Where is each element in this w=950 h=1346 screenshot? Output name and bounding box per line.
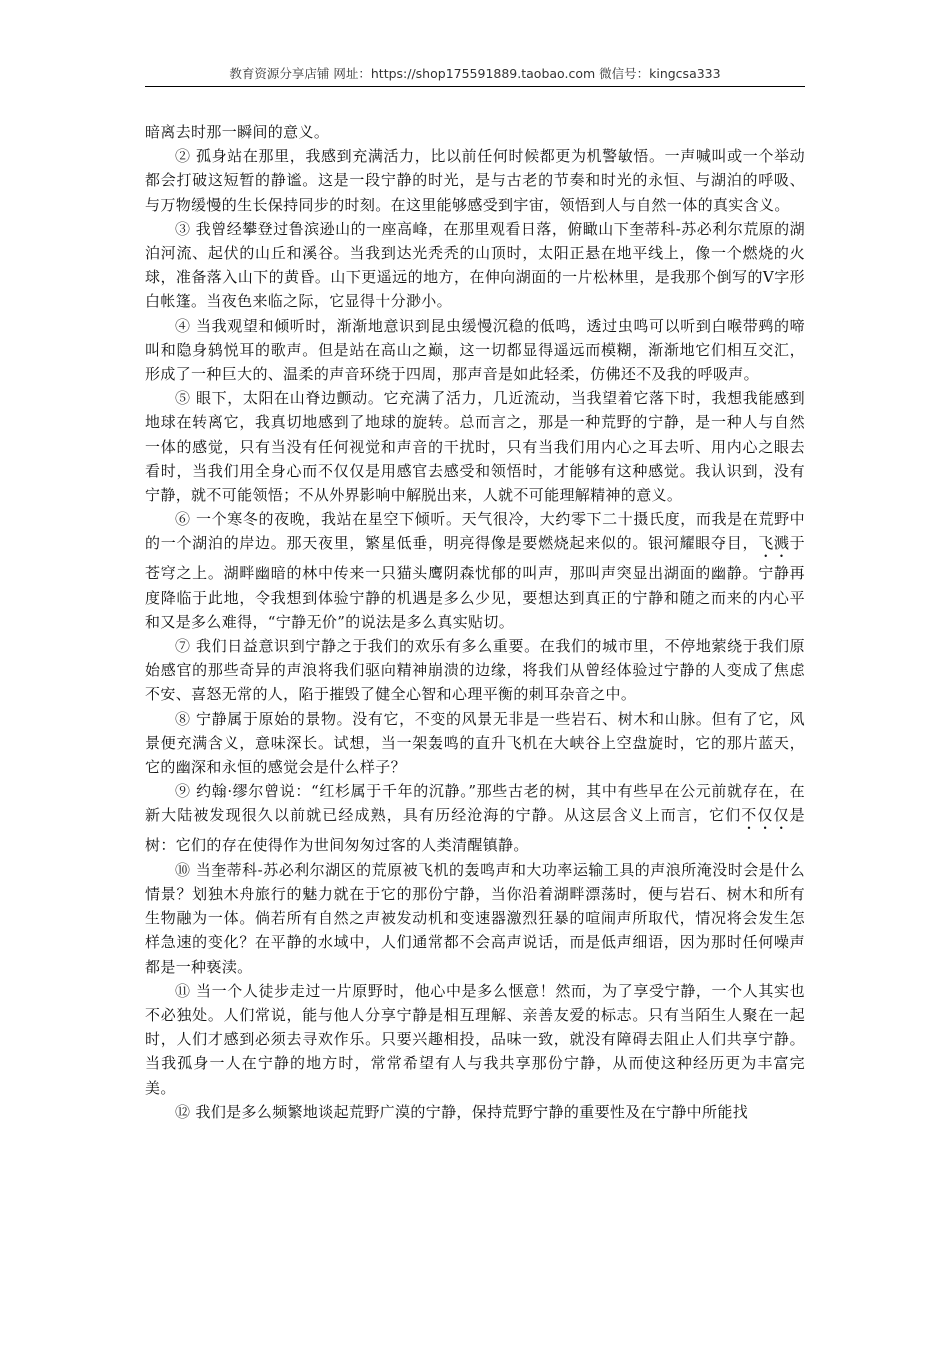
paragraph-9-post: 是树：它们的存在使得作为世间匆匆过客的人类清醒镇静。	[145, 806, 805, 855]
paragraph-9-pre: ⑨ 约翰·缪尔曾说：“红杉属于千年的沉静。”那些古老的树，其中有些早在公元前就存在，在新大陆被发现很久以前就已经成熟，具有历经沧海的宁静。从这层含义上而言，它们	[145, 782, 805, 825]
paragraph-9	[145, 779, 805, 857]
paragraph-4: ④ 当我观望和倾听时，渐渐地意识到昆虫缓慢沉稳的低鸣，透过虫鸣可以听到白喉带鹀的啼叫和隐身鸫悦耳的歌声。但是站在高山之巅，这一切都显得遥远而模糊，渐渐地它们相互交汇，形成了一种巨大的、温柔的声音环绕于四周，那声音是如此轻柔，仿佛还不及我的呼吸声。	[145, 316, 805, 384]
paragraph-6-post: 于苍穹之上。湖畔幽暗的林中传来一只猫头鹰阴森忧郁的叫声，那叫声突显出湖面的幽静。宁静再度降临于此地，令我想到体验宁静的机遇是多么少见，要想达到真正的宁静和随之而来的内心平和又是多么难得，“宁静无价”的说法是多么真实贴切。	[145, 534, 806, 631]
page-header: 教育资源分享店铺 网址：https://shop175591889.taobao.com 微信号：kingcsa333	[145, 64, 805, 87]
paragraph-continued: 暗离去时那一瞬间的意义。	[145, 123, 330, 141]
paragraph-11: ⑪ 当一个人徒步走过一片原野时，他心中是多么惬意！然而，为了享受宁静，一个人其实也不必独处。人们常说，能与他人分享宁静是相互理解、亲善友爱的标志。只有当陌生人聚在一起时，人们才感到必须去寻欢作乐。只要兴趣相投，品味一致，就没有障碍去阻止人们共享宁静。当我孤身一人在宁静的地方时，常常希望有人与我共享那份宁静，从而使这种经历更为丰富完美。	[145, 981, 805, 1097]
paragraph-2: ② 孤身站在那里，我感到充满活力，比以前任何时候都更为机警敏悟。一声喊叫或一个举动都会打破这短暂的静谧。这是一段宁静的时光，是与古老的节奏和时光的永恒、与湖泊的呼吸、与万物缓慢的生长保持同步的时刻。在这里能够感受到宇宙，领悟到人与自然一体的真实含义。	[145, 147, 805, 214]
paragraph-8: ⑧ 宁静属于原始的景物。没有它，不变的风景无非是一些岩石、树木和山脉。但有了它，风景便充满含义，意味深长。试想，当一架轰鸣的直升飞机在大峡谷上空盘旋时，它的那片蓝天，它的幽深和永恒的感觉会是什么样子？	[145, 709, 805, 777]
paragraph-6-pre: ⑥ 一个寒冬的夜晚，我站在星空下倾听。天气很冷，大约零下二十摄氏度，而我是在荒野中的一个湖泊的岸边。那天夜里，繁星低垂，明亮得像是要燃烧起来似的。银河耀眼夺目，	[145, 510, 805, 553]
paragraph-10: ⑩ 当奎蒂科-苏必利尔湖区的荒原被飞机的轰鸣声和大功率运输工具的声浪所淹没时会是什么情景？划独木舟旅行的魅力就在于它的那份宁静，当你沿着湖畔漂荡时，便与岩石、树木和所有生物融为一体。倘若所有自然之声被发动机和变速器激烈狂暴的喧闹声所取代，情况将会发生怎样急速的变化？在平静的水域中，人们通常都不会高声说话，而是低声细语，因为那时任何噪声都是一种亵渎。	[145, 860, 805, 976]
paragraph-6	[145, 507, 805, 634]
emphasized-word-feijian: 飞溅	[758, 534, 790, 553]
paragraph-12: ⑫ 我们是多么频繁地谈起荒野广漠的宁静，保持荒野宁静的重要性及在宁静中所能找	[175, 1102, 749, 1121]
emphasized-word-bujinjin: 不仅仅	[741, 806, 790, 825]
paragraph-7: ⑦ 我们日益意识到宁静之于我们的欢乐有多么重要。在我们的城市里，不停地萦绕于我们原始感官的那些奇异的声浪将我们驱向精神崩溃的边缘，将我们从曾经体验过宁静的人变成了焦虑不安、喜怒无常的人，陷于摧毁了健全心智和心理平衡的刺耳杂音之中。	[145, 637, 805, 704]
paragraph-5: ⑤ 眼下，太阳在山脊边颤动。它充满了活力，几近流动，当我望着它落下时，我想我能感到地球在转离它，我真切地感到了地球的旋转。总而言之，那是一种荒野的宁静，是一种人与自然一体的感觉，只有当没有任何视觉和声音的干扰时，只有当我们用内心之耳去听、用内心之眼去看时，当我们用全身心而不仅仅是用感官去感受和领悟时，才能够有这种感觉。我认识到，没有宁静，就不可能领悟；不从外界影响中解脱出来，人就不可能理解精神的意义。	[145, 389, 805, 505]
paragraph-3: ③ 我曾经攀登过鲁滨逊山的一座高峰，在那里观看日落，俯瞰山下奎蒂科-苏必利尔荒原的湖泊河流、起伏的山丘和溪谷。当我到达光秃秃的山顶时，太阳正悬在地平线上，像一个燃烧的火球，准备落入山下的黄昏。山下更遥远的地方，在伸向湖面的一片松林里，是我那个倒写的V字形白帐篷。当夜色来临之际，它显得十分渺小。	[145, 219, 805, 311]
article-body	[145, 120, 805, 1124]
